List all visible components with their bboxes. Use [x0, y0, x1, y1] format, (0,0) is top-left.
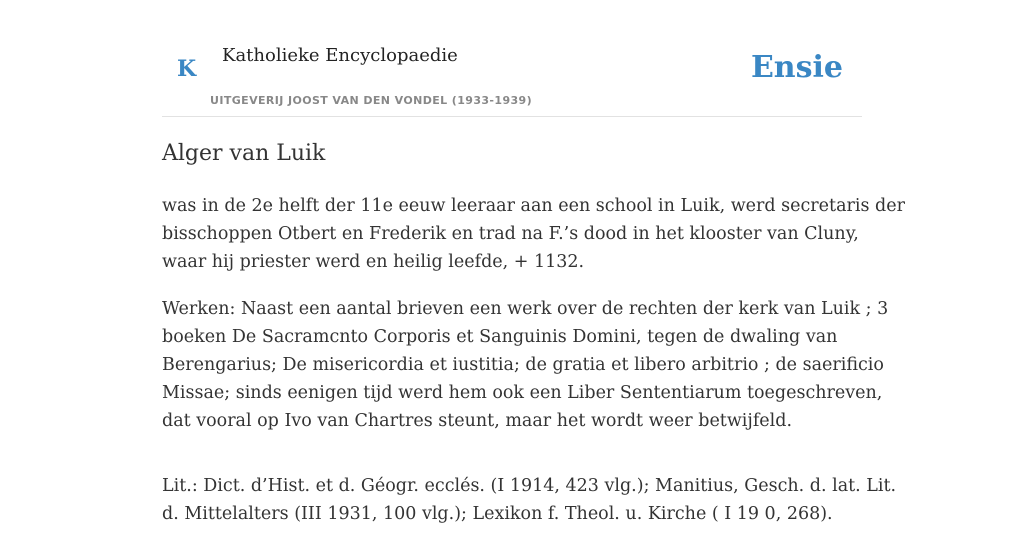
publisher-subtitle: UITGEVERIJ JOOST VAN DEN VONDEL (1933-1939) — [210, 94, 533, 107]
article — [162, 138, 905, 547]
text-line: bisschoppen Otbert en Frederik en trad na F.’s dood in het klooster van Cluny, — [162, 224, 859, 244]
article-paragraph-works — [162, 295, 889, 435]
site-header — [162, 0, 862, 117]
text-line: Missae; sinds eenigen tijd werd hem ook een Liber Sententiarum toegeschreven, — [162, 383, 883, 403]
text-line: Werken: Naast een aantal brieven een werk over de rechten der kerk van Luik ; 3 — [162, 299, 889, 319]
brand-logo-link[interactable]: Ensie — [750, 50, 843, 85]
article-paragraph-intro — [162, 192, 905, 276]
text-line: boeken De Sacramcnto Corporis et Sanguinis Domini, tegen de dwaling van — [162, 327, 838, 347]
logo-link[interactable]: K — [177, 56, 197, 82]
text-line: d. Mittelalters (III 1931, 100 vlg.); Lexikon f. Theol. u. Kirche ( I 19 0, 268). — [162, 504, 833, 524]
text-line: Berengarius; De misericordia et iustitia; de gratia et libero arbitrio ; de saerificio — [162, 355, 884, 375]
article-title: Alger van Luik — [162, 141, 326, 166]
site-title[interactable]: Katholieke Encyclopaedie — [222, 45, 458, 66]
text-line: dat vooral op Ivo van Chartres steunt, maar het wordt weer betwijfeld. — [162, 411, 793, 431]
text-line: Lit.: Dict. d’Hist. et d. Géogr. ecclés. (I 1914, 423 vlg.); Manitius, Gesch. d. lat. Lit. — [162, 476, 897, 496]
text-line: was in de 2e helft der 11e eeuw leeraar aan een school in Luik, werd secretaris der — [162, 196, 905, 216]
article-paragraph-literature — [162, 472, 897, 528]
text-line: waar hij priester werd en heilig leefde, + 1132. — [162, 252, 585, 272]
